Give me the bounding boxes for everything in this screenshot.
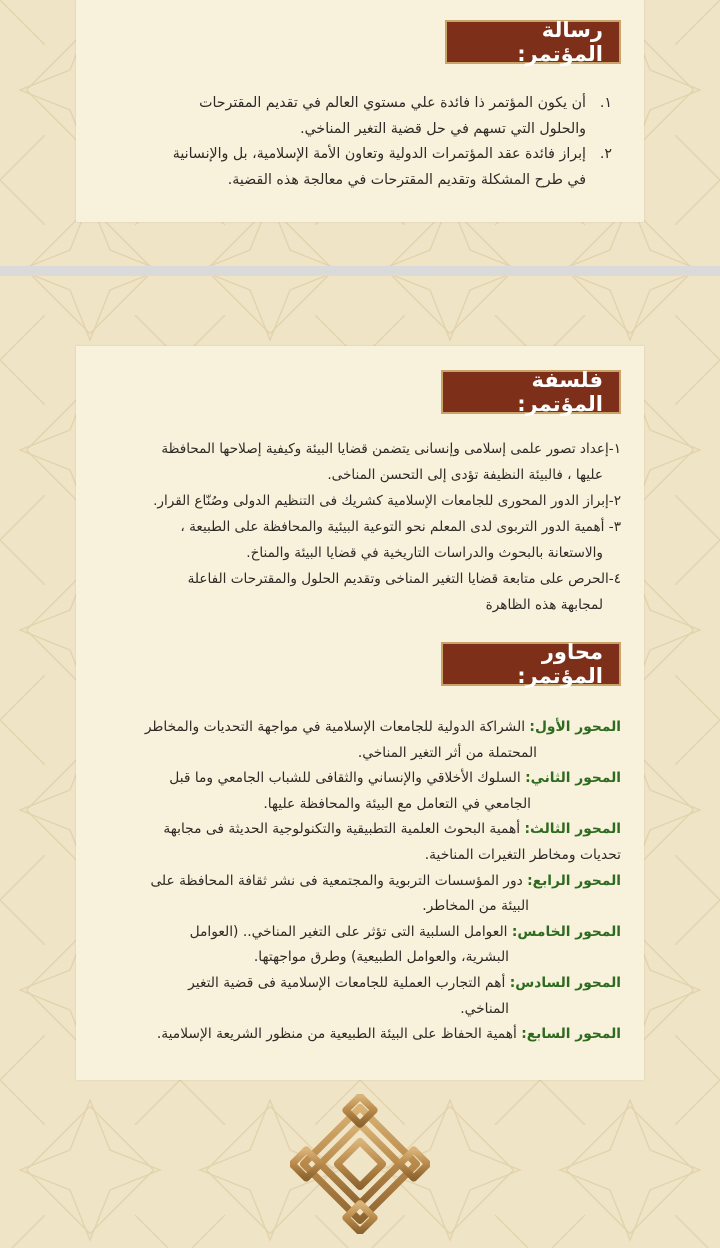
philosophy-list — [101, 436, 621, 618]
list-item-text: والحلول التي تسهم في حل قضية التغير المناخي. — [300, 120, 586, 137]
axis-text: أهمية الحفاظ على البيئة الطبيعية من منظور الشريعة الإسلامية. — [156, 1026, 517, 1043]
axis-text-continued: البشرية، والعوامل الطبيعية) وطرق مواجهتها. — [253, 949, 509, 966]
axes-title: محاور المؤتمر: — [441, 642, 621, 686]
axis-text: أهمية البحوث العلمية التطبيقية والتكنولوجية الحديثة فى مجابهة — [163, 821, 521, 838]
message-list — [112, 91, 612, 193]
list-item-text: ٢-إبراز الدور المحورى للجامعات الإسلامية كشريك فى التنظيم الدولى وصُنّاع القرار. — [153, 493, 621, 509]
list-item — [101, 436, 621, 488]
axis-text-continued: البيئة من المخاطر. — [422, 898, 529, 915]
axis-text: العوامل السلبية التى تؤثر على التغير المناخي.. (العوامل — [189, 923, 508, 940]
axis-label: المحور الخامس: — [511, 923, 621, 940]
list-item — [95, 869, 621, 920]
list-item-text: ٤-الحرص على متابعة قضايا التغير المناخى وتقديم الحلول والمقترحات الفاعلة — [187, 571, 621, 587]
list-item-text: ١-إعداد تصور علمى إسلامى وإنسانى يتضمن قضايا البيئة وكيفية إصلاحها المحافظة — [161, 441, 621, 457]
list-item-number: ١. — [599, 95, 612, 111]
list-item — [101, 488, 621, 514]
axis-text: السلوك الأخلاقي والإنساني والثقافى للشباب الجامعي وما قبل — [169, 770, 521, 787]
axis-text: أهم التجارب العملية للجامعات الإسلامية فى قضية التغير — [188, 974, 506, 991]
list-item — [95, 1022, 621, 1048]
axis-label: المحور الرابع: — [527, 872, 621, 889]
axis-label: المحور الثالث: — [524, 821, 621, 838]
list-item — [95, 766, 621, 817]
axis-text-continued: الجامعي في التعامل مع البيئة والمحافظة عليها. — [263, 795, 531, 812]
axis-text: دور المؤسسات التربوية والمجتمعية فى نشر ثقافة المحافظة على — [150, 872, 523, 889]
list-item-text: أن يكون المؤتمر ذا فائدة علي مستوي العالم في تقديم المقترحات — [199, 95, 586, 111]
list-item-text: عليها ، فالبيئة النظيفة تؤدى إلى التحسن المناخى. — [327, 467, 603, 483]
axis-text: الشراكة الدولية للجامعات الإسلامية في مواجهة التحديات والمخاطر — [144, 719, 526, 735]
axis-text-continued: المحتملة من أثر التغير المناخي. — [357, 744, 537, 761]
list-item — [101, 514, 621, 566]
list-item-text: ٣- أهمية الدور التربوى لدى المعلم نحو التوعية البيئية والمحافظة على الطبيعة ، — [180, 519, 621, 535]
list-item-text: في طرح المشكلة وتقديم المقترحات في معالجة هذه القضية. — [227, 171, 586, 188]
list-item — [112, 142, 612, 193]
axes-list — [95, 715, 621, 1048]
list-item-number: ٢. — [599, 146, 612, 162]
list-item-text: إبراز فائدة عقد المؤتمرات الدولية وتعاون الأمة الإسلامية، بل والإنسانية — [172, 146, 586, 162]
list-item-text: لمجابهة هذه الظاهرة — [485, 597, 603, 613]
axis-text-continued: المناخي. — [460, 1000, 509, 1017]
list-item — [112, 91, 612, 142]
axis-label: المحور السادس: — [509, 974, 621, 991]
axis-label: المحور الأول: — [529, 719, 621, 735]
message-title: رسالة المؤتمر: — [445, 20, 621, 64]
axis-label: المحور الثاني: — [525, 770, 621, 787]
list-item — [95, 920, 621, 971]
list-item — [95, 817, 621, 868]
section-divider — [0, 266, 720, 276]
list-item — [101, 566, 621, 618]
list-item-text: والاستعانة بالبحوث والدراسات التاريخية في قضايا البيئة والمناخ. — [246, 545, 603, 561]
axis-text-continued: تحديات ومخاطر التغيرات المناخية. — [424, 846, 621, 863]
philosophy-title: فلسفة المؤتمر: — [441, 370, 621, 414]
axis-label: المحور السابع: — [521, 1026, 621, 1043]
list-item — [95, 715, 621, 766]
list-item — [95, 971, 621, 1022]
islamic-knot-ornament-icon — [290, 1094, 430, 1234]
